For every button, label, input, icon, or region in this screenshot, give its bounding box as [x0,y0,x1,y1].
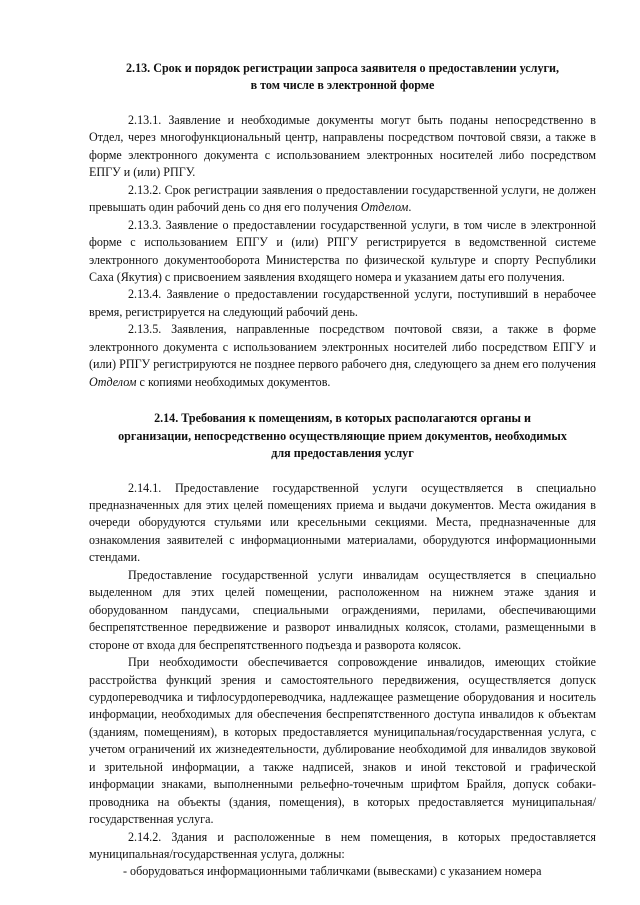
document-page [89,60,596,881]
paragraph-2-14-2: 2.14.2. Здания и расположенные в нем помещения, в которых предоставляется муниципальная/государственная услуга, должны: [89,829,596,862]
section-2-13-heading-line1: 2.13. Срок и порядок регистрации запроса заявителя о предоставлении услуги, [126,61,559,75]
paragraph-2-13-1: 2.13.1. Заявление и необходимые документы могут быть поданы непосредственно в Отдел, через многофункциональный центр, направлены посредством почтовой связи, а также в форме электронного документа с использованием электронных носителей либо посредством ЕПГУ и (или) РПГУ. [89,112,596,180]
paragraph-2-13-2 [89,182,596,217]
section-2-14-heading-line1: 2.14. Требования к помещениям, в которых располагаются органы и [154,411,531,426]
paragraph-2-14-1-assistance: При необходимости обеспечивается сопровождение инвалидов, имеющих стойкие расстройства функций зрения и самостоятельного передвижения, осуществляется допуск сурдопереводчика и тифлосурдопереводчика, надлежащее размещение оборудования и носитель информации, необходимых для обеспечения беспрепятственного доступа инвалидов к объектам (зданиям, помещениям), в которых предоставляется муниципальная/государственная услуга, с учетом ограничений их жизнедеятельности, дублирование необходимой для инвалидов звуковой и зрительной информации, а также надписей, знаков и иной текстовой и графической информации знаками, выполненными рельефно-точечным шрифтом Брайля, допуск собаки-проводника на объекты (здания, помещения), в которых предоставляется муниципальная/государственная услуга. [89,655,596,827]
section-2-14-heading-line3: для предоставления услуг [271,446,414,461]
paragraph-2-13-5-end: с копиями необходимых документов. [136,374,331,389]
paragraph-2-13-2-text: 2.13.2. Срок регистрации заявления о предоставлении государственной услуги, не должен превышать один рабочий день со дня его получения [89,182,596,215]
section-2-13-heading [89,60,596,95]
paragraph-2-13-2-emphasis: Отделом [360,200,409,215]
paragraph-2-13-5-emphasis: Отделом [89,374,137,389]
paragraph-2-13-5 [89,321,596,391]
list-item-info-plates: - оборудоваться информационными табличками (вывесками) с указанием номера [123,864,542,879]
paragraph-2-13-4: 2.13.4. Заявление о предоставлении государственной услуги, поступивший в нерабочее время, регистрируется на следующий рабочий день. [89,287,596,319]
paragraph-2-14-1-disabled-access: Предоставление государственной услуги инвалидам осуществляется в специально выделенном для этих целей помещении, расположенном на нижнем этаже здания и оборудованном пандусами, специальными ограждениями, перилами, обеспечивающими беспрепятственное передвижение и разворот инвалидных колясок, столами, размещенными в стороне от входа для беспрепятственного подъезда и разворота колясок. [89,567,596,652]
paragraph-2-14-1: 2.14.1. Предоставление государственной услуги осуществляется в специально предназначенных для этих целей помещениях приема и выдачи документов. Места ожидания в очереди оборудуются стульями или кресельными секциями. Места, предназначенные для ознакомления заявителей с информационными материалами, оборудуются информационными стендами. [89,480,596,565]
paragraph-2-13-3: 2.13.3. Заявление о предоставлении государственной услуги, в том числе в электронной форме с использованием ЕПГУ и (или) РПГУ регистрируется в ведомственной системе электронного документооборота Министерства по физической культуре и спорту Республики Саха (Якутия) с присвоением заявления входящего номера и указанием даты его получения. [89,217,596,284]
paragraph-2-13-2-end: . [408,200,412,215]
section-2-14-heading-line2: организации, непосредственно осуществляющие прием документов, необходимых [118,428,567,443]
section-2-14-heading [89,410,596,462]
paragraph-2-13-5-text: 2.13.5. Заявления, направленные посредством почтовой связи, а также в форме электронного документа с использованием электронных носителей либо посредством ЕПГУ и (или) РПГУ регистрируются не позднее первого рабочего дня, следующего за днем его получения [89,322,596,372]
section-2-13-heading-line2: в том числе в электронной форме [250,78,435,93]
